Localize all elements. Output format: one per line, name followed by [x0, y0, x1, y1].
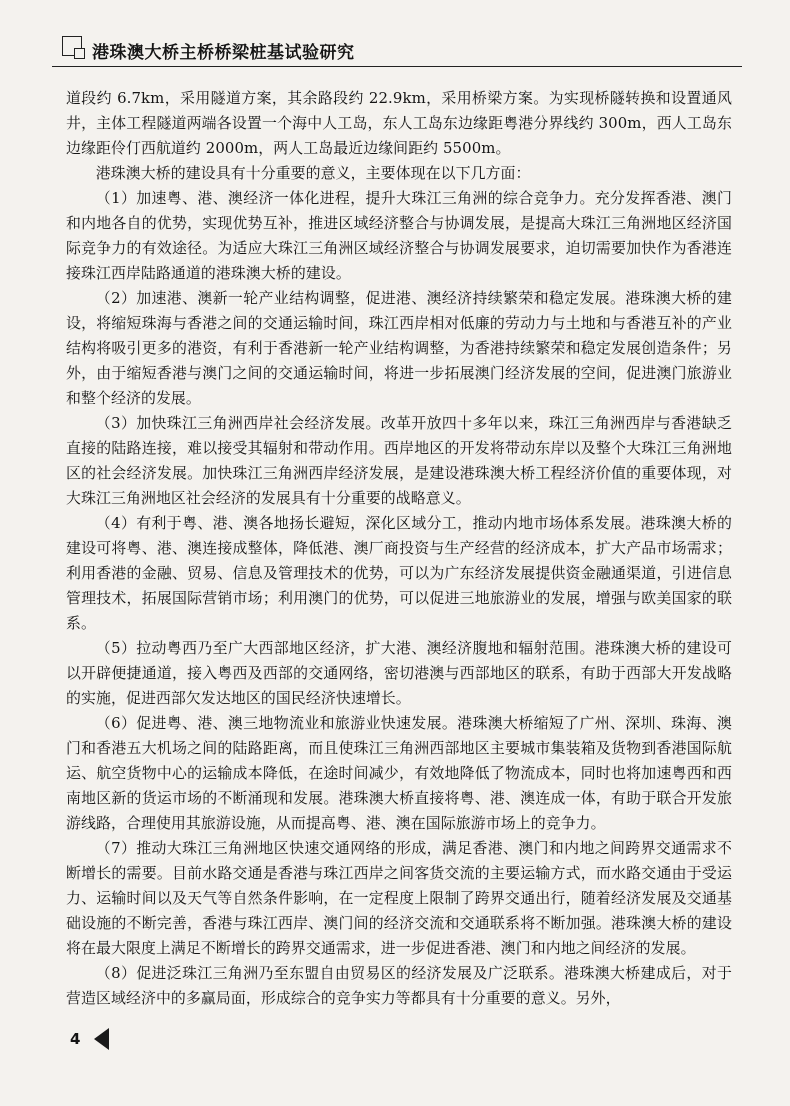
paragraph-point-1: （1）加速粤、港、澳经济一体化进程，提升大珠江三角洲的综合竞争力。充分发挥香港、澳门和内地各自的优势，实现优势互补，推进区域经济整合与协调发展，是提高大珠江三角洲地区经济国际竞争力的有效途径。为适应大珠江三角洲区域经济整合与协调发展要求，迫切需要加快作为香港连接珠江西岸陆路通道的港珠澳大桥的建设。	[66, 189, 732, 282]
paragraph-significance: 港珠澳大桥的建设具有十分重要的意义，主要体现在以下几方面：	[95, 164, 531, 182]
paragraph-point-7: （7）推动大珠江三角洲地区快速交通网络的形成，满足香港、澳门和内地之间跨界交通需求不断增长的需要。目前水路交通是香港与珠江西岸之间客货交流的主要运输方式，而水路交通由于受运力、运输时间以及天气等自然条件影响，在一定程度上限制了跨界交通出行，随着经济发展及交通基础设施的不断完善，香港与珠江西岸、澳门间的经济交流和交通联系将不断加强。港珠澳大桥的建设将在最大限度上满足不断增长的跨界交通需求，进一步促进香港、澳门和内地之间经济的发展。	[66, 839, 732, 957]
paragraph-point-4: （4）有利于粤、港、澳各地扬长避短，深化区域分工，推动内地市场体系发展。港珠澳大桥的建设可将粤、港、澳连接成整体，降低港、澳厂商投资与生产经营的经济成本，扩大产品市场需求；利用香港的金融、贸易、信息及管理技术的优势，可以为广东经济发展提供资金融通渠道，引进信息管理技术，拓展国际营销市场；利用澳门的优势，可以促进三地旅游业的发展，增强与欧美国家的联系。	[66, 514, 732, 632]
paragraph-point-5: （5）拉动粤西乃至广大西部地区经济，扩大港、澳经济腹地和辐射范围。港珠澳大桥的建设可以开辟便捷通道，接入粤西及西部的交通网络，密切港澳与西部地区的联系，有助于西部大开发战略的实施，促进西部欠发达地区的国民经济快速增长。	[66, 639, 732, 707]
book-title: 港珠澳大桥主桥桥梁桩基试验研究	[92, 43, 355, 63]
page-number: 4	[70, 1030, 81, 1048]
paragraph-point-6: （6）促进粤、港、澳三地物流业和旅游业快速发展。港珠澳大桥缩短了广州、深圳、珠海、澳门和香港五大机场之间的陆路距离，而且使珠江三角洲西部地区主要城市集装箱及货物到香港国际航运、航空货物中心的运输成本降低，在途时间减少，有效地降低了物流成本，同时也将加速粤西和西南地区新的货运市场的不断涌现和发展。港珠澳大桥直接将粤、港、澳连成一体，有助于联合开发旅游线路，合理使用其旅游设施，从而提高粤、港、澳在国际旅游市场上的竞争力。	[66, 714, 732, 832]
paragraph-intro: 道段约 6.7km，采用隧道方案，其余路段约 22.9km，采用桥梁方案。为实现桥隧转换和设置通风井，主体工程隧道两端各设置一个海中人工岛，东人工岛东边缘距粤港分界线约 300m，西人工岛东边缘距伶仃西航道约 2000m，两人工岛最近边缘间距约 5500m。	[66, 89, 732, 157]
chapter-logo-icon	[62, 36, 88, 62]
paragraph-point-8: （8）促进泛珠江三角洲乃至东盟自由贸易区的经济发展及广泛联系。港珠澳大桥建成后，对于营造区域经济中的多赢局面，形成综合的竞争实力等都具有十分重要的意义。另外，	[66, 964, 732, 1007]
running-header	[52, 32, 742, 67]
paragraph-point-3: （3）加快珠江三角洲西岸社会经济发展。改革开放四十多年以来，珠江三角洲西岸与香港缺乏直接的陆路连接，难以接受其辐射和带动作用。西岸地区的开发将带动东岸以及整个大珠江三角洲地区的社会经济发展。加快珠江三角洲西岸经济发展，是建设港珠澳大桥工程经济价值的重要体现，对大珠江三角洲地区社会经济的发展具有十分重要的战略意义。	[66, 414, 732, 507]
body-text	[66, 86, 732, 1011]
left-triangle-icon	[94, 1028, 109, 1050]
paragraph-point-2: （2）加速港、澳新一轮产业结构调整，促进港、澳经济持续繁荣和稳定发展。港珠澳大桥的建设，将缩短珠海与香港之间的交通运输时间，珠江西岸相对低廉的劳动力与土地和与香港互补的产业结构将吸引更多的港资，有利于香港新一轮产业结构调整，为香港持续繁荣和稳定发展创造条件；另外，由于缩短香港与澳门之间的交通运输时间，将进一步拓展澳门经济发展的空间，促进澳门旅游业和整个经济的发展。	[66, 289, 732, 407]
